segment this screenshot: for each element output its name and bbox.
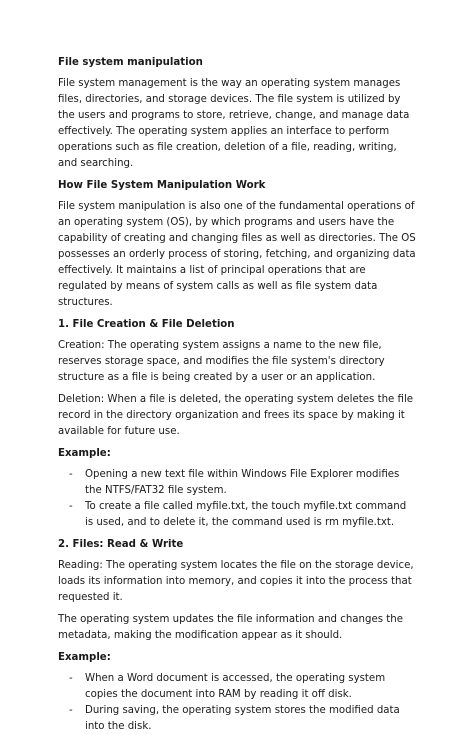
list-item — [58, 467, 416, 499]
dash-bullet: - — [69, 501, 73, 512]
list-item-text: During saving, the operating system stores the modified data into the disk. — [85, 705, 400, 732]
how-heading: How File System Manipulation Work — [58, 180, 266, 191]
list-item-text: To create a file called myfile.txt, the touch myfile.txt command is used, and to delete it, the command used is rm myfile.txt. — [85, 501, 407, 528]
how-paragraph: File system manipulation is also one of the fundamental operations of an operating system (OS), by which programs and users have the capability of creating and changing files as well as directories. The OS possesses an orderly process of storing, fetching, and organizing data effectively. It maintains a list of principal operations that are regulated by means of system calls as well as file system data structures. — [58, 201, 416, 308]
example-heading: Example: — [58, 652, 111, 663]
list-item — [58, 671, 416, 703]
list-item — [58, 499, 416, 531]
creation-paragraph: Creation: The operating system assigns a name to the new file, reserves storage space, and modifies the file system's directory structure as a file is being created by a user or an application. — [58, 340, 385, 383]
dash-bullet: - — [69, 469, 73, 480]
dash-bullet: - — [69, 705, 73, 716]
intro-paragraph: File system management is the way an operating system manages files, directories, and storage devices. The file system is utilized by the users and programs to store, retrieve, change, and manage data effectively. The operating system applies an interface to perform operations such as file creation, deletion of a file, reading, writing, and searching. — [58, 78, 410, 169]
document-title: File system manipulation — [58, 57, 203, 68]
example-heading: Example: — [58, 448, 111, 459]
example-list — [58, 671, 416, 735]
section-heading-creation-deletion: 1. File Creation & File Deletion — [58, 319, 235, 330]
dash-bullet: - — [69, 673, 73, 684]
writing-paragraph: The operating system updates the file information and changes the metadata, making the modification appear as it should. — [58, 614, 403, 641]
reading-paragraph: Reading: The operating system locates the file on the storage device, loads its information into memory, and copies it into the process that requested it. — [58, 560, 414, 603]
list-item-text: Opening a new text file within Windows File Explorer modifies the NTFS/FAT32 file system. — [85, 469, 400, 496]
list-item-text: When a Word document is accessed, the operating system copies the document into RAM by reading it off disk. — [85, 673, 386, 700]
section-heading-read-write: 2. Files: Read & Write — [58, 539, 184, 550]
example-list — [58, 467, 416, 531]
list-item — [58, 703, 416, 735]
deletion-paragraph: Deletion: When a file is deleted, the operating system deletes the file record in the directory organization and frees its space by making it available for future use. — [58, 394, 414, 437]
